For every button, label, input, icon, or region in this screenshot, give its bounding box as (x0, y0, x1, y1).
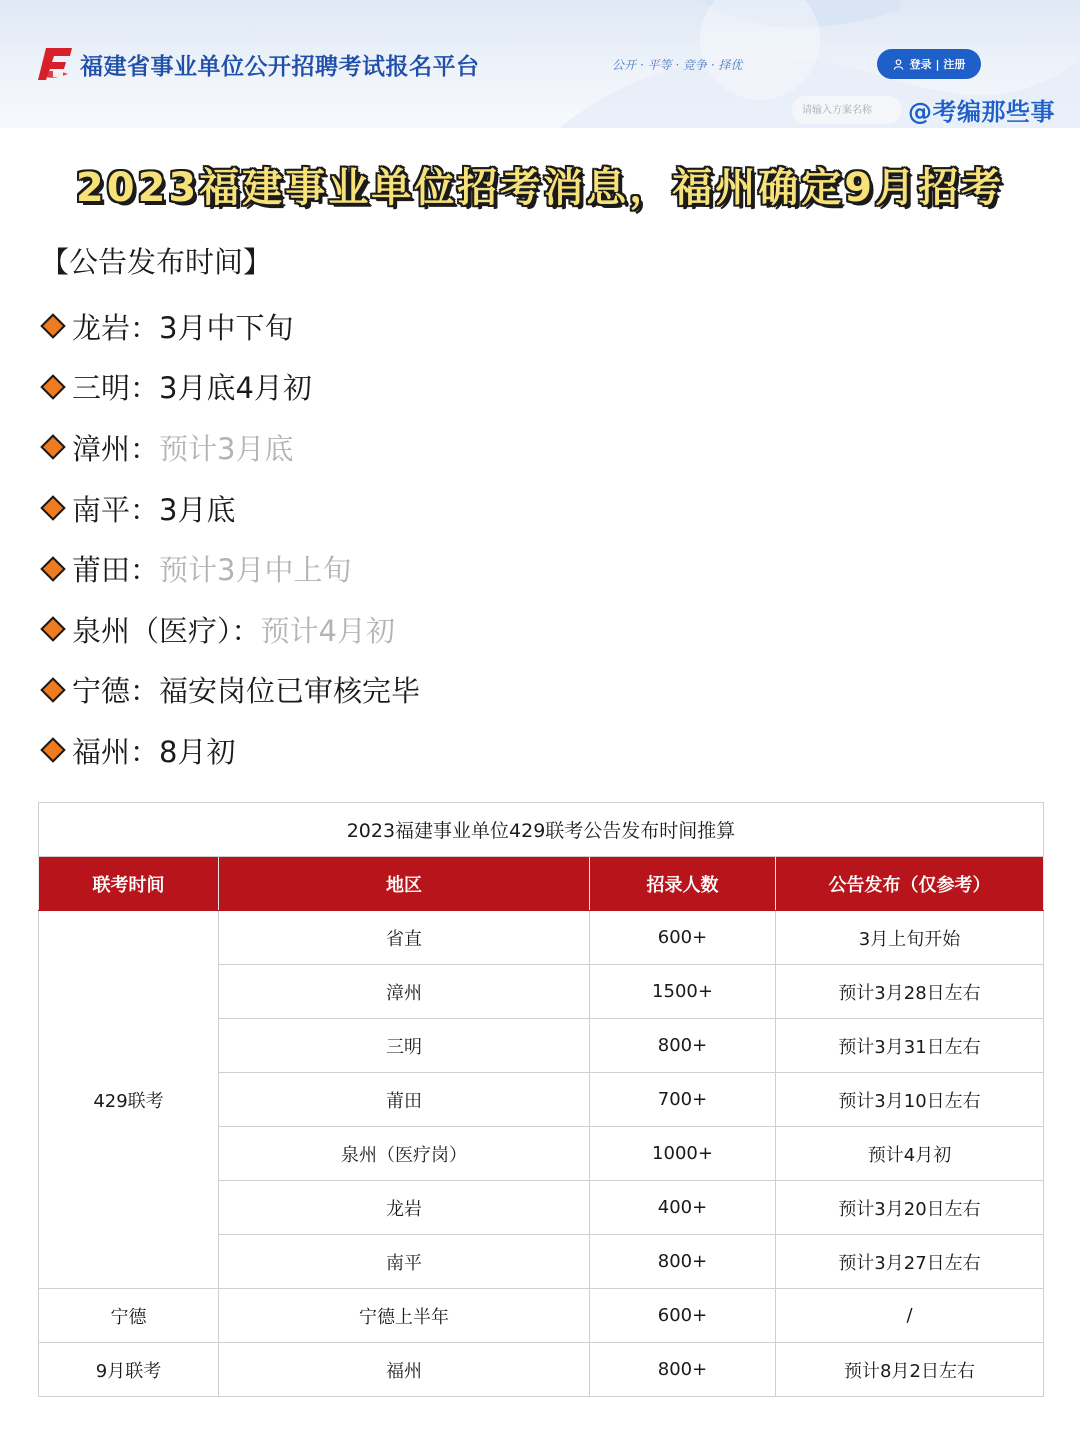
notice-cell: 预计3月31日左右 (776, 1019, 1044, 1073)
release-time: 预计3月中上旬 (159, 553, 352, 588)
count-cell: 1000+ (590, 1127, 776, 1181)
count-cell: 1500+ (590, 965, 776, 1019)
list-item (38, 357, 420, 418)
notice-cell: 预计3月20日左右 (776, 1181, 1044, 1235)
diamond-bullet-icon (40, 617, 65, 642)
exam-cell: 宁德 (39, 1289, 219, 1343)
release-time: 预计3月底 (159, 431, 294, 466)
release-time: 3月底 (159, 492, 236, 527)
table-header-row (39, 857, 1044, 911)
diamond-bullet-icon (40, 495, 65, 520)
region-cell: 泉州（医疗岗） (219, 1127, 590, 1181)
count-cell: 700+ (590, 1073, 776, 1127)
diamond-bullet-icon (40, 314, 65, 339)
notice-cell: / (776, 1289, 1044, 1343)
diamond-bullet-icon (40, 556, 65, 581)
column-header: 招录人数 (590, 857, 776, 911)
list-item (38, 538, 420, 599)
region-cell: 宁德上半年 (219, 1289, 590, 1343)
release-time: 福安岗位已审核完毕 (159, 674, 421, 709)
announcement-list (38, 296, 420, 781)
diamond-bullet-icon (40, 374, 65, 399)
city-label: 宁德： (72, 674, 160, 709)
count-cell: 800+ (590, 1235, 776, 1289)
count-cell: 400+ (590, 1181, 776, 1235)
city-label: 三明： (72, 371, 160, 406)
notice-cell: 预计3月27日左右 (776, 1235, 1044, 1289)
region-cell: 福州 (219, 1343, 590, 1397)
notice-cell: 预计4月初 (776, 1127, 1044, 1181)
notice-cell: 3月上旬开始 (776, 911, 1044, 965)
table-caption: 2023福建事业单位429联考公告发布时间推算 (39, 803, 1044, 857)
slogan: 公开 · 平等 · 竞争 · 择优 (612, 58, 743, 72)
region-cell: 漳州 (219, 965, 590, 1019)
region-cell: 三明 (219, 1019, 590, 1073)
column-header: 地区 (219, 857, 590, 911)
user-icon (893, 59, 904, 70)
exam-cell: 429联考 (39, 911, 219, 1289)
notice-cell: 预计3月10日左右 (776, 1073, 1044, 1127)
city-label: 福州： (72, 734, 160, 769)
exam-cell: 9月联考 (39, 1343, 219, 1397)
headline: 2023福建事业单位招考消息，福州确定9月招考 (75, 165, 1005, 211)
region-cell: 南平 (219, 1235, 590, 1289)
city-label: 龙岩： (72, 310, 160, 345)
count-cell: 800+ (590, 1343, 776, 1397)
city-label: 南平： (72, 492, 160, 527)
diamond-bullet-icon (40, 677, 65, 702)
diamond-bullet-icon (40, 435, 65, 460)
column-header: 公告发布（仅参考） (776, 857, 1044, 911)
list-item (38, 720, 420, 781)
platform-title[interactable]: 福建省事业单位公开招聘考试报名平台 (80, 54, 480, 80)
count-cell: 600+ (590, 911, 776, 965)
list-item (38, 660, 420, 721)
list-item (38, 478, 420, 539)
release-time: 3月底4月初 (159, 371, 312, 406)
release-time: 预计4月初 (260, 613, 395, 648)
login-register-label: 登录 | 注册 (909, 58, 966, 71)
notice-cell: 预计8月2日左右 (776, 1343, 1044, 1397)
region-cell: 莆田 (219, 1073, 590, 1127)
list-item (38, 417, 420, 478)
region-cell: 省直 (219, 911, 590, 965)
red-f-logo-icon[interactable] (36, 44, 76, 84)
diamond-bullet-icon (40, 738, 65, 763)
count-cell: 600+ (590, 1289, 776, 1343)
city-label: 泉州（医疗）： (72, 613, 261, 648)
column-header: 联考时间 (39, 857, 219, 911)
release-time: 8月初 (159, 734, 236, 769)
city-label: 莆田： (72, 553, 160, 588)
search-input[interactable] (792, 96, 902, 124)
schedule-table (38, 802, 1043, 1397)
list-item (38, 599, 420, 660)
table-row (39, 1289, 1044, 1343)
table-row (39, 911, 1044, 965)
release-time: 3月中下旬 (159, 310, 294, 345)
watermark-text: @考编那些事 (908, 98, 1055, 126)
city-label: 漳州： (72, 431, 160, 466)
list-item (38, 296, 420, 357)
count-cell: 800+ (590, 1019, 776, 1073)
login-register-button[interactable] (877, 49, 981, 79)
site-header (0, 0, 1080, 128)
table-row (39, 1343, 1044, 1397)
section-heading: 【公告发布时间】 (40, 245, 273, 279)
region-cell: 龙岩 (219, 1181, 590, 1235)
notice-cell: 预计3月28日左右 (776, 965, 1044, 1019)
